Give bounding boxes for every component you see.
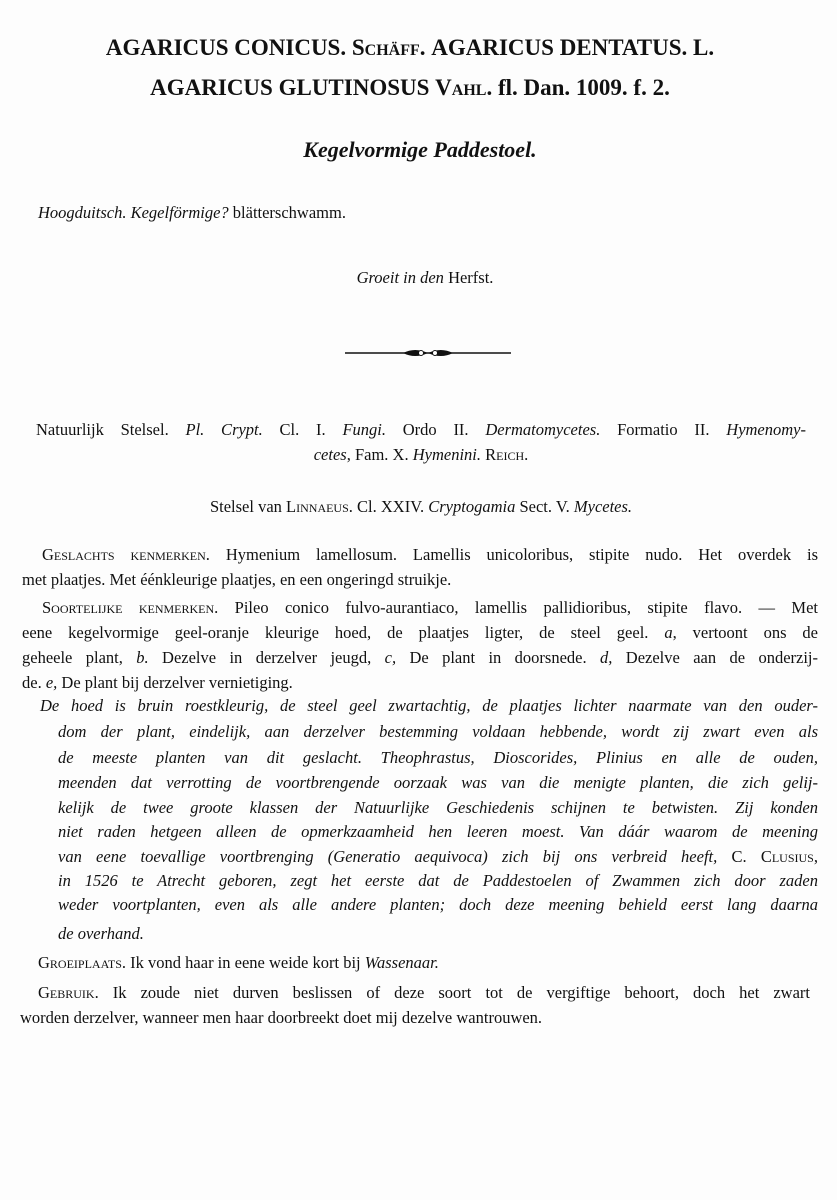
text-segment: Kegelvormige Paddestoel. [303,137,537,162]
usage-line-2 [20,1008,720,1028]
text-segment: , vertoont ons de [672,623,818,642]
text-segment: Linnaeus. [286,497,353,516]
text-segment: Natuurlijk Stelsel. [36,420,186,439]
text-segment: De hoed is bruin roestkleurig, de steel geel zwartachtig, de plaatjes lichter naarmate van den ouder- [40,696,818,715]
text-segment: C. [731,847,761,866]
text-segment: geheele plant, [22,648,137,667]
text-segment: Hymenium lamellosum. Lamellis unicoloribus, stipite nudo. Het overdek is [209,545,819,564]
habitat [38,953,638,973]
text-segment: AGARICUS GLUTINOSUS [150,75,436,100]
text-segment: meenden dat verrotting de voortbrengende oorzaak was van die menigte planten, die zich gelij- [58,773,818,792]
text-segment: van eene toevallige voortbrenging (Generatio aequivoca) zich bij ons verbreid heeft, [58,847,732,866]
text-segment: Ordo II. [385,420,486,439]
description-line [58,822,818,842]
text-segment: Clusius, [760,847,818,866]
text-segment: Geslachts kenmerken. [42,545,210,564]
text-segment: niet raden hetgeen alleen de opmerkzaamheid hen leeren moest. Van dáár waarom de meening [58,822,818,841]
text-segment: worden derzelver, wanneer men haar doorbreekt doet mij dezelve wantrouwen. [20,1008,543,1027]
text-segment: in 1526 te Atrecht geboren, zegt het eerste dat de Paddestoelen of Zwammen zich door zaden [58,871,818,890]
description-line [58,871,818,891]
text-segment: Mycetes. [573,497,633,516]
text-segment: a [664,623,673,642]
description-line [58,722,818,742]
text-segment: blätterschwamm. [232,203,346,222]
species-characteristics-line-4 [22,673,522,693]
description-line [58,748,818,768]
description-line [40,696,818,716]
title-line-2 [60,74,760,102]
text-segment: Cl. XXIV. [352,497,429,516]
text-segment: Vahl. [435,75,493,100]
usage-line-1 [38,983,810,1003]
german-name [38,203,538,223]
natural-system-line-1 [36,420,806,440]
text-segment: e, [45,673,58,692]
text-segment: eene kegelvormige geel-oranje kleurige hoed, de plaatjes ligter, de steel geel. [22,623,665,642]
text-segment: Stelsel van [209,497,287,516]
text-segment: c, [384,648,397,667]
text-segment: Hoogduitsch. Kegelförmige? [38,203,233,222]
text-segment: Cl. I. [262,420,343,439]
text-segment: Groeit in den [356,268,449,287]
text-segment: Dezelve aan de onderzij- [612,648,819,667]
text-segment: cetes [313,445,347,464]
species-characteristics-line-1 [42,598,818,618]
text-segment: b. [136,648,149,667]
genus-characteristics-line-1 [42,545,818,565]
description-line [58,847,818,867]
linnaeus-system [36,497,806,517]
title-line-1 [60,34,760,62]
description-line [58,773,818,793]
text-segment: Pileo conico fulvo-aurantiaco, lamellis pallidioribus, stipite flavo. — Met [218,598,818,617]
text-segment: Groeiplaats. [38,953,127,972]
text-segment: Schäff. [351,35,432,60]
text-segment: Formatio II. [600,420,727,439]
text-segment: dom der plant, eindelijk, aan derzelver bestemming voldaan hebbende, wordt zij zwart even als [58,722,818,741]
text-segment: Pl. Crypt. [185,420,263,439]
text-segment: weder voortplanten, even als alle andere planten; doch deze meening behield eerst lang daarna [58,895,818,914]
text-segment: Hymenomy- [726,420,806,439]
common-name [80,137,760,163]
description-line [58,924,358,944]
text-segment: de. [22,673,46,692]
text-segment: kelijk de twee groote klassen der Natuurlijke Geschiedenis schijnen te betwisten. Zij konden [58,798,818,817]
text-segment: Dezelve in derzelver jeugd, [148,648,385,667]
text-segment: d, [600,648,613,667]
text-segment: Dermatomycetes. [485,420,601,439]
text-segment: Hymenini. [412,445,481,464]
text-segment: Wassenaar. [364,953,439,972]
text-segment: De plant bij derzelver vernietiging. [57,673,293,692]
text-segment: Cryptogamia [428,497,516,516]
text-segment: De plant in doorsnede. [396,648,601,667]
text-segment: de meeste planten van dit geslacht. Theophrastus, Dioscorides, Plinius en alle de ouden, [58,748,818,767]
text-segment: de overhand. [58,924,144,943]
text-segment: fl. Dan. 1009. f. 2. [492,75,670,100]
ornament-divider [345,346,511,360]
season [220,268,630,288]
text-segment: AGARICUS DENTATUS. L. [431,35,715,60]
text-segment: Fungi. [342,420,386,439]
text-segment: met plaatjes. Met éénkleurige plaatjes, en een ongeringd struikje. [22,570,452,589]
description-line [58,798,818,818]
text-segment: Soortelijke kenmerken. [42,598,219,617]
text-segment: Sect. V. [515,497,574,516]
text-segment: Ik vond haar in eene weide kort bij [126,953,365,972]
text-segment: AGARICUS CONICUS. [105,35,352,60]
genus-characteristics-line-2 [22,570,622,590]
text-segment: Reich. [485,445,529,464]
natural-system-line-2 [36,445,806,465]
text-segment: Gebruik. [38,983,99,1002]
text-segment: , Fam. X. [346,445,413,464]
text-segment: Ik zoude niet durven beslissen of deze soort tot de vergiftige behoort, doch het zwart [98,983,810,1002]
text-segment: Herfst. [448,268,494,287]
species-characteristics-line-3 [22,648,818,668]
species-characteristics-line-2 [22,623,818,643]
description-line [58,895,818,915]
